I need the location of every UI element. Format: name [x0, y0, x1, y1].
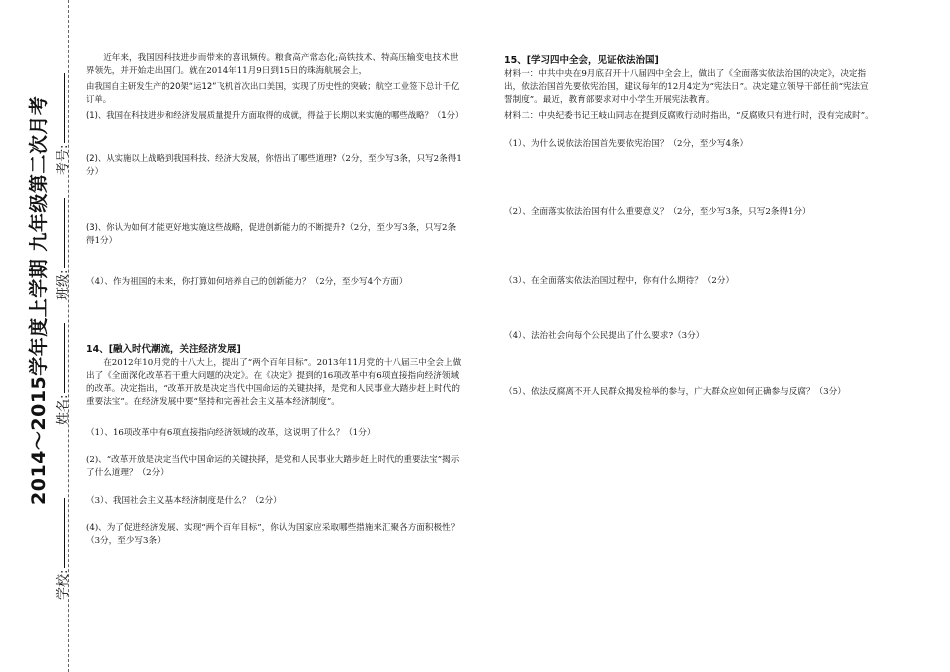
exam-number-blank[interactable]: [63, 73, 65, 143]
q15-material-1: 材料一：中共中央在9月底召开十八届四中全会上，做出了《全面落实依法治国的决定》，决定指出，依法治国首先要依宪治国，建议每年的12月4定为“宪法日”。决定建立领导干部任前“宪法宣誓制度”。最近，教育部要求对中小学生开展宪法教育。: [504, 69, 869, 105]
class-blank[interactable]: [63, 198, 65, 268]
q14-title: 14、[融入时代潮流，关注经济发展]: [86, 344, 241, 355]
name-label: 姓名:: [56, 394, 71, 425]
q13-intro-text: 近年来，我国因科技进步而带来的喜讯频传。粮食高产常态化;高铁技术、特高压输变电技术世界领先，并开始走出国门。就在2014年11月9日到15日的珠海航展会上，: [86, 53, 459, 76]
q15-material-2: 材料二：中央纪委书记王岐山同志在提到反腐败行动时指出，“反腐败只有进行时，没有完成时”。: [504, 111, 874, 121]
q14-material: 在2012年10月党的十八大上，提出了“两个百年目标”。2013年11月党的十八届三中全会上做出了《全面深化改革若干重大问题的决定》。在《决定》提到的16项改革中有6项直接指向经济领域的改革。决定指出，“改革开放是决定当代中国命运的关键抉择，是党和人民事业大踏步赶上时代的重要法宝”。在经济发展中要“坚持和完善社会主义基本经济制度”。: [86, 358, 462, 407]
exam-title: 2014～2015学年度上学期 九年级第二次月考: [28, 95, 50, 505]
q14-question-1: （1）、16项改革中有6项直接指向经济领域的改革，这说明了什么？（1分）: [86, 428, 376, 438]
name-blank[interactable]: [63, 323, 65, 393]
class-label: 班级:: [56, 269, 71, 300]
q13-intro-highlight: 由我国自主研发生产的20架“运12”飞机首次出口美国，实现了历史性的突破；航空工业签下总计千亿订单。: [86, 81, 460, 104]
q15-title: 15、[学习四中全会，见证依法治国]: [504, 55, 659, 66]
q13-question-4: （4）、作为祖国的未来，你打算如何培养自己的创新能力？（2分，至少写4个方面）: [86, 277, 408, 287]
q15-question-3: （3）、在全面落实依法治国过程中，你有什么期待？（2分）: [504, 276, 735, 286]
q15-question-4: （4）、法治社会向每个公民提出了什么要求?（3分）: [504, 331, 705, 341]
school-label: 学校:: [56, 569, 71, 600]
q13-q3-main: (3)、你认为如何才能更好地实施这些战略，促进创新能力的不断提升?: [86, 222, 346, 232]
fold-line: [68, 0, 69, 672]
q15-question-1: （1）、为什么说依法治国首先要依宪治国？（2分，至少写4条）: [504, 139, 749, 149]
q13-q3-note: （2分，至少写3条，只写2条得1分）: [86, 223, 457, 246]
q13-question-2: [86, 152, 462, 179]
q14-question-4: (4)、为了促进经济发展、实现“两个百年目标”，你认为国家应采取哪些措施来汇聚各方面积极性？（3分，至少写3条）: [86, 523, 460, 546]
q14-question-2: (2)、“改革开放是决定当代中国命运的关键抉择，是党和人民事业大踏步赶上时代的重要法宝”揭示了什么道理？（2分）: [86, 455, 460, 478]
q13-q2-note: （2分，至少写3条，只写2条得1分）: [86, 154, 462, 177]
school-blank[interactable]: [63, 498, 65, 568]
exam-number-label: 考号:: [56, 144, 71, 175]
q15-question-5: （5）、依法反腐离不开人民群众揭发检举的参与，广大群众应如何正确参与反腐？（3分）: [504, 387, 846, 397]
q14-question-3: （3）、我国社会主义基本经济制度是什么？（2分）: [86, 496, 282, 506]
q13-question-3: [86, 221, 462, 248]
q13-question-1: (1)、我国在科技进步和经济发展质量提升方面取得的成就，得益于长期以来实施的哪些战略？（1分）: [86, 110, 464, 120]
q15-question-2: （2）、全面落实依法治国有什么重要意义？（2分，至少写3条，只写2条得1分）: [504, 207, 811, 217]
q13-q2-main: (2)、从实施以上战略到我国科技、经济大发展，你悟出了哪些道理?: [86, 153, 337, 163]
